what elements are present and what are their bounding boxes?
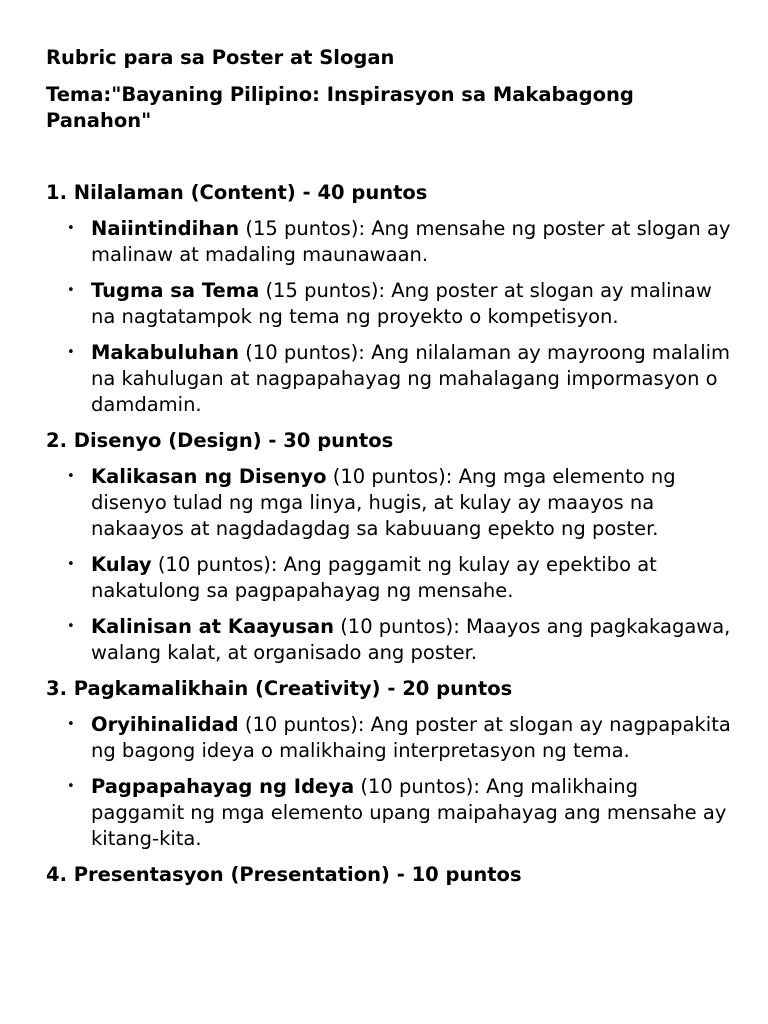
section-heading: 2. Disenyo (Design) - 30 puntos (46, 429, 394, 452)
criterion-name: Kalikasan ng Disenyo (91, 465, 327, 488)
section-heading: 4. Presentasyon (Presentation) - 10 puntos (46, 863, 522, 886)
section-heading: 1. Nilalaman (Content) - 40 puntos (46, 181, 428, 204)
bullet-icon: • (67, 779, 75, 794)
bullet-icon: • (67, 221, 75, 236)
criterion-points: (10 puntos) (157, 553, 271, 576)
list-item (46, 774, 736, 852)
criterion-name: Kalinisan at Kaayusan (91, 615, 334, 638)
bullet-icon: • (67, 619, 75, 634)
section-creativity (46, 676, 736, 852)
bullet-icon: • (67, 283, 75, 298)
list-item (46, 216, 736, 268)
bullet-icon: • (67, 469, 75, 484)
criterion-description: : Ang paggamit ng kulay ay epektibo at nakatulong sa pagpapahayag ng mensahe. (91, 553, 657, 602)
criterion-description: : Ang mensahe ng poster at slogan ay malinaw at madaling maunawaan. (91, 217, 731, 266)
section-presentation (46, 862, 736, 888)
criteria-list (46, 216, 736, 418)
criterion-name: Tugma sa Tema (91, 279, 260, 302)
criterion-name: Naiintindihan (91, 217, 240, 240)
list-item (46, 552, 736, 604)
section-heading: 3. Pagkamalikhain (Creativity) - 20 puntos (46, 677, 513, 700)
criterion-points: (10 puntos) (360, 775, 474, 798)
criterion-description: : Ang poster at slogan ay nagpapakita ng bagong ideya o malikhaing interpretasyon ng tema. (91, 713, 731, 762)
rubric-content (46, 180, 736, 898)
criterion-points: (10 puntos) (244, 713, 358, 736)
bullet-icon: • (67, 717, 75, 732)
list-item (46, 340, 736, 418)
section-content (46, 180, 736, 418)
criterion-name: Kulay (91, 553, 152, 576)
criterion-description: : Maayos ang pagkakagawa, walang kalat, at organisado ang poster. (91, 615, 731, 664)
criterion-points: (15 puntos) (245, 217, 359, 240)
list-item (46, 614, 736, 666)
criterion-points: (15 puntos) (265, 279, 379, 302)
document-theme: Tema:"Bayaning Pilipino: Inspirasyon sa Makabagong Panahon" (46, 83, 634, 132)
criterion-name: Makabuluhan (91, 341, 240, 364)
criteria-list (46, 712, 736, 852)
criterion-name: Pagpapahayag ng Ideya (91, 775, 355, 798)
document-title: Rubric para sa Poster at Slogan (46, 46, 395, 69)
list-item (46, 278, 736, 330)
list-item (46, 712, 736, 764)
bullet-icon: • (67, 557, 75, 572)
criterion-description: : Ang nilalaman ay mayroong malalim na kahulugan at nagpapahayag ng mahalagang impormasyon o damdamin. (91, 341, 731, 416)
criteria-list (46, 464, 736, 666)
bullet-icon: • (67, 345, 75, 360)
criterion-points: (10 puntos) (245, 341, 359, 364)
list-item (46, 464, 736, 542)
criterion-description: : Ang malikhaing paggamit ng mga elemento upang maipahayag ang mensahe ay kitang-kita. (91, 775, 727, 850)
criterion-description: : Ang mga elemento ng disenyo tulad ng mga linya, hugis, at kulay ay maayos na nakaayos at nagdadagdag sa kabuuang epekto ng poster. (91, 465, 676, 540)
criterion-points: (10 puntos) (332, 465, 446, 488)
criterion-points: (10 puntos) (340, 615, 454, 638)
criterion-name: Oryihinalidad (91, 713, 239, 736)
criterion-description: : Ang poster at slogan ay malinaw na nagtatampok ng tema ng proyekto o kompetisyon. (91, 279, 712, 328)
section-design (46, 428, 736, 666)
